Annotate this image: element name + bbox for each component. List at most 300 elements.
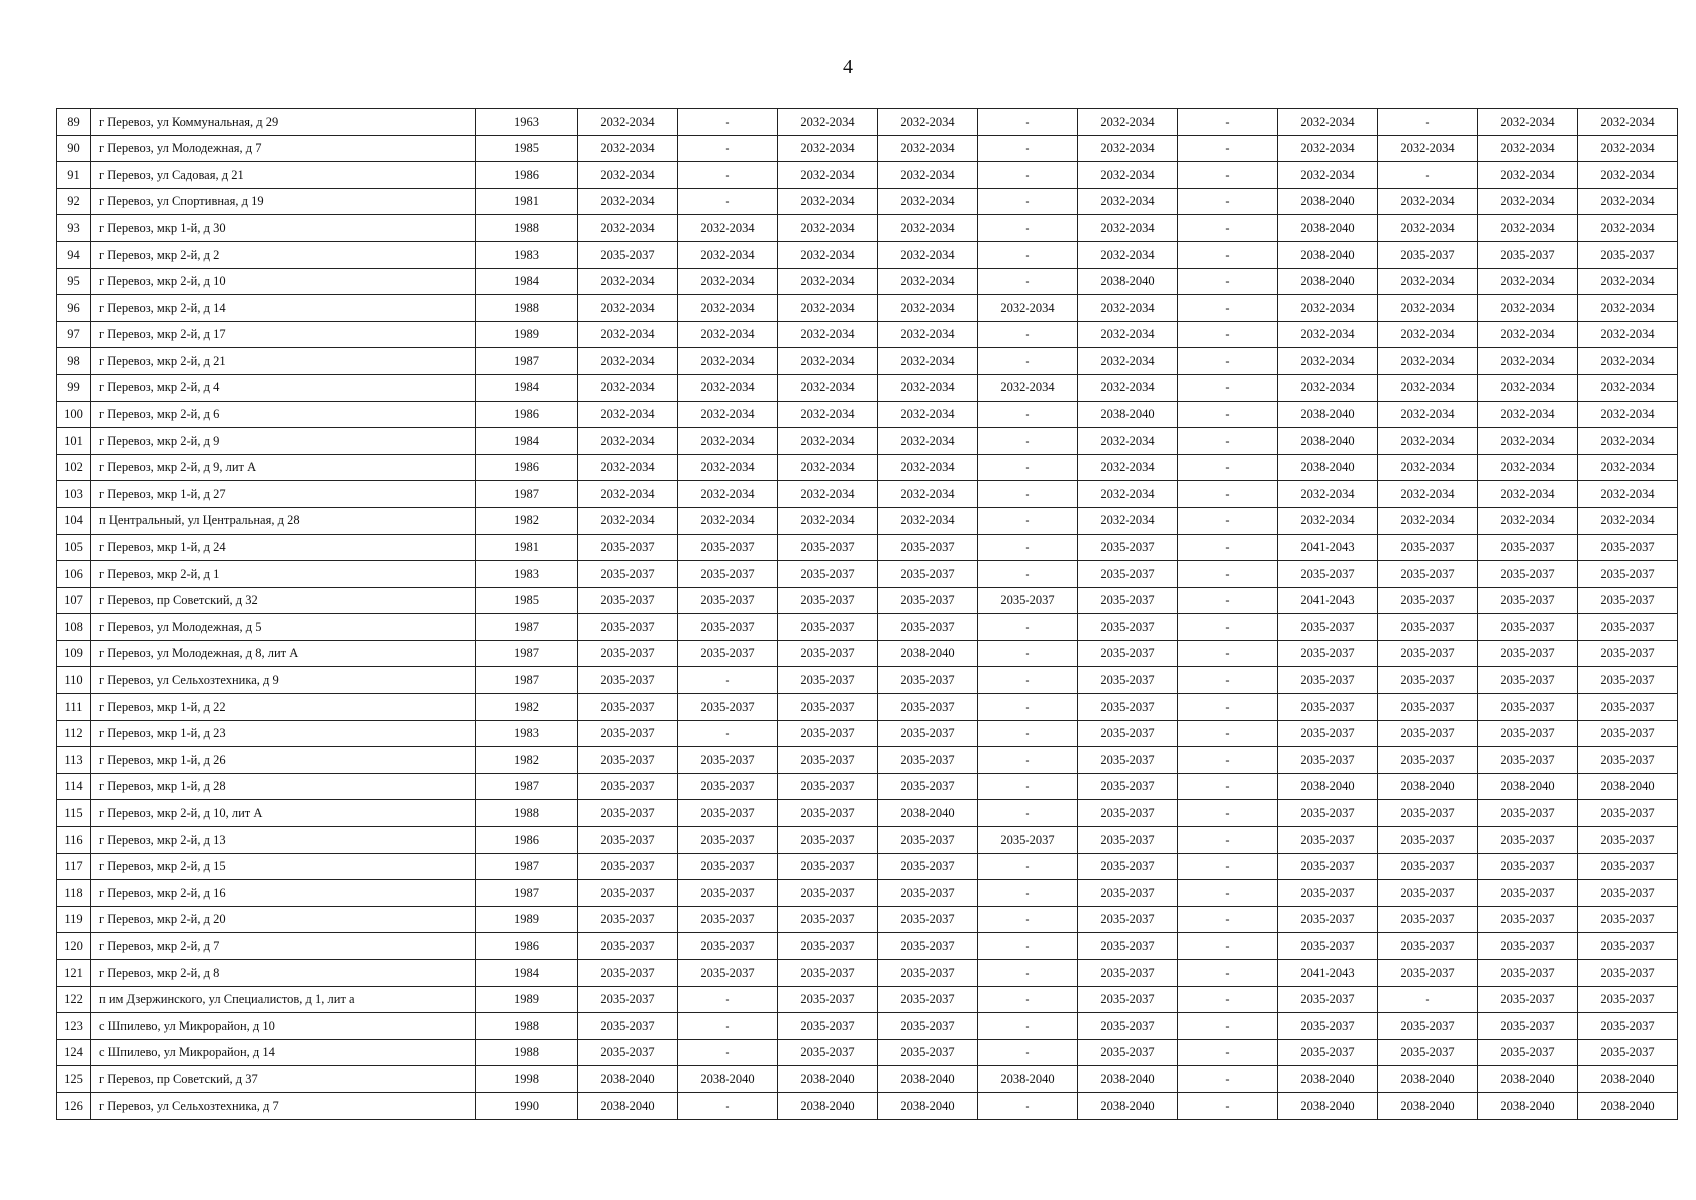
cell-col-5: 2035-2037 bbox=[678, 773, 778, 800]
cell-col-12: 2035-2037 bbox=[1378, 800, 1478, 827]
cell-col-10: - bbox=[1178, 534, 1278, 561]
cell-col-6: 2032-2034 bbox=[778, 188, 878, 215]
cell-col-8: - bbox=[978, 348, 1078, 375]
cell-address: г Перевоз, мкр 2-й, д 16 bbox=[91, 880, 476, 907]
cell-col-8: - bbox=[978, 561, 1078, 588]
cell-col-4: 2038-2040 bbox=[578, 1066, 678, 1093]
cell-col-12: - bbox=[1378, 109, 1478, 136]
table-row bbox=[57, 933, 1678, 960]
cell-col-12: 2032-2034 bbox=[1378, 321, 1478, 348]
cell-col-13: 2038-2040 bbox=[1478, 1092, 1578, 1119]
cell-col-6: 2035-2037 bbox=[778, 667, 878, 694]
cell-col-7: 2035-2037 bbox=[878, 1039, 978, 1066]
cell-col-12: 2035-2037 bbox=[1378, 534, 1478, 561]
cell-col-5: 2035-2037 bbox=[678, 933, 778, 960]
table-row bbox=[57, 614, 1678, 641]
cell-address: г Перевоз, ул Сельхозтехника, д 7 bbox=[91, 1092, 476, 1119]
cell-address: г Перевоз, ул Спортивная, д 19 bbox=[91, 188, 476, 215]
cell-col-13: 2035-2037 bbox=[1478, 1039, 1578, 1066]
cell-col-12: 2032-2034 bbox=[1378, 188, 1478, 215]
cell-row-number: 112 bbox=[57, 720, 91, 747]
cell-col-6: 2035-2037 bbox=[778, 614, 878, 641]
cell-col-14: 2032-2034 bbox=[1578, 188, 1678, 215]
cell-col-7: 2032-2034 bbox=[878, 348, 978, 375]
table-row bbox=[57, 162, 1678, 189]
cell-col-14: 2035-2037 bbox=[1578, 800, 1678, 827]
cell-address: г Перевоз, мкр 2-й, д 10 bbox=[91, 268, 476, 295]
cell-col-14: 2032-2034 bbox=[1578, 507, 1678, 534]
cell-col-9: 2038-2040 bbox=[1078, 268, 1178, 295]
cell-col-13: 2035-2037 bbox=[1478, 587, 1578, 614]
table-row bbox=[57, 880, 1678, 907]
cell-col-7: 2035-2037 bbox=[878, 933, 978, 960]
cell-col-14: 2035-2037 bbox=[1578, 694, 1678, 721]
cell-col-7: 2035-2037 bbox=[878, 534, 978, 561]
cell-row-number: 115 bbox=[57, 800, 91, 827]
cell-col-14: 2035-2037 bbox=[1578, 640, 1678, 667]
cell-col-8: - bbox=[978, 1092, 1078, 1119]
cell-col-9: 2035-2037 bbox=[1078, 1013, 1178, 1040]
cell-col-6: 2032-2034 bbox=[778, 135, 878, 162]
cell-col-13: 2032-2034 bbox=[1478, 295, 1578, 322]
cell-address: г Перевоз, мкр 2-й, д 13 bbox=[91, 827, 476, 854]
cell-col-10: - bbox=[1178, 188, 1278, 215]
cell-col-10: - bbox=[1178, 614, 1278, 641]
cell-col-5: 2035-2037 bbox=[678, 534, 778, 561]
cell-col-9: 2032-2034 bbox=[1078, 295, 1178, 322]
cell-col-8: - bbox=[978, 800, 1078, 827]
cell-col-4: 2035-2037 bbox=[578, 640, 678, 667]
cell-col-13: 2032-2034 bbox=[1478, 507, 1578, 534]
cell-col-6: 2035-2037 bbox=[778, 587, 878, 614]
cell-col-7: 2035-2037 bbox=[878, 960, 978, 987]
cell-year-built: 1987 bbox=[476, 614, 578, 641]
cell-col-12: 2035-2037 bbox=[1378, 960, 1478, 987]
cell-col-11: 2035-2037 bbox=[1278, 933, 1378, 960]
cell-row-number: 107 bbox=[57, 587, 91, 614]
cell-col-12: 2032-2034 bbox=[1378, 481, 1478, 508]
cell-col-6: 2035-2037 bbox=[778, 800, 878, 827]
cell-col-6: 2032-2034 bbox=[778, 507, 878, 534]
cell-col-10: - bbox=[1178, 667, 1278, 694]
cell-col-9: 2038-2040 bbox=[1078, 1092, 1178, 1119]
cell-col-14: 2035-2037 bbox=[1578, 667, 1678, 694]
cell-col-12: 2032-2034 bbox=[1378, 215, 1478, 242]
cell-col-7: 2032-2034 bbox=[878, 428, 978, 455]
cell-col-8: - bbox=[978, 720, 1078, 747]
cell-col-11: 2038-2040 bbox=[1278, 241, 1378, 268]
cell-col-4: 2035-2037 bbox=[578, 906, 678, 933]
cell-col-7: 2032-2034 bbox=[878, 321, 978, 348]
table-row bbox=[57, 481, 1678, 508]
cell-col-4: 2035-2037 bbox=[578, 986, 678, 1013]
cell-col-14: 2032-2034 bbox=[1578, 215, 1678, 242]
cell-col-8: - bbox=[978, 241, 1078, 268]
cell-col-11: 2032-2034 bbox=[1278, 162, 1378, 189]
cell-year-built: 1987 bbox=[476, 640, 578, 667]
cell-col-10: - bbox=[1178, 986, 1278, 1013]
cell-col-7: 2032-2034 bbox=[878, 135, 978, 162]
cell-col-12: 2035-2037 bbox=[1378, 614, 1478, 641]
cell-address: с Шпилево, ул Микрорайон, д 14 bbox=[91, 1039, 476, 1066]
cell-col-4: 2032-2034 bbox=[578, 348, 678, 375]
cell-col-4: 2035-2037 bbox=[578, 827, 678, 854]
cell-col-11: 2035-2037 bbox=[1278, 880, 1378, 907]
cell-col-13: 2035-2037 bbox=[1478, 853, 1578, 880]
cell-col-10: - bbox=[1178, 374, 1278, 401]
cell-col-12: 2035-2037 bbox=[1378, 880, 1478, 907]
cell-col-4: 2035-2037 bbox=[578, 614, 678, 641]
cell-col-14: 2035-2037 bbox=[1578, 880, 1678, 907]
cell-year-built: 1987 bbox=[476, 773, 578, 800]
cell-col-14: 2035-2037 bbox=[1578, 827, 1678, 854]
cell-col-12: 2035-2037 bbox=[1378, 587, 1478, 614]
cell-col-10: - bbox=[1178, 321, 1278, 348]
cell-col-13: 2032-2034 bbox=[1478, 454, 1578, 481]
cell-col-11: 2032-2034 bbox=[1278, 135, 1378, 162]
cell-col-8: - bbox=[978, 933, 1078, 960]
cell-col-7: 2035-2037 bbox=[878, 614, 978, 641]
cell-col-11: 2038-2040 bbox=[1278, 188, 1378, 215]
cell-address: г Перевоз, ул Молодежная, д 5 bbox=[91, 614, 476, 641]
cell-col-6: 2035-2037 bbox=[778, 960, 878, 987]
cell-year-built: 1989 bbox=[476, 986, 578, 1013]
cell-col-7: 2032-2034 bbox=[878, 109, 978, 136]
cell-col-6: 2035-2037 bbox=[778, 773, 878, 800]
table-row bbox=[57, 454, 1678, 481]
cell-col-10: - bbox=[1178, 694, 1278, 721]
table-row bbox=[57, 109, 1678, 136]
cell-col-4: 2035-2037 bbox=[578, 747, 678, 774]
cell-address: г Перевоз, мкр 2-й, д 9 bbox=[91, 428, 476, 455]
table-row bbox=[57, 268, 1678, 295]
cell-col-5: 2035-2037 bbox=[678, 853, 778, 880]
cell-col-11: 2035-2037 bbox=[1278, 720, 1378, 747]
table-row bbox=[57, 667, 1678, 694]
cell-row-number: 91 bbox=[57, 162, 91, 189]
cell-col-9: 2035-2037 bbox=[1078, 1039, 1178, 1066]
cell-col-10: - bbox=[1178, 162, 1278, 189]
cell-col-9: 2032-2034 bbox=[1078, 481, 1178, 508]
cell-col-9: 2032-2034 bbox=[1078, 215, 1178, 242]
cell-col-14: 2035-2037 bbox=[1578, 960, 1678, 987]
cell-col-14: 2032-2034 bbox=[1578, 481, 1678, 508]
cell-col-5: - bbox=[678, 109, 778, 136]
cell-col-8: - bbox=[978, 534, 1078, 561]
cell-col-9: 2035-2037 bbox=[1078, 614, 1178, 641]
cell-col-6: 2032-2034 bbox=[778, 428, 878, 455]
cell-col-14: 2035-2037 bbox=[1578, 1039, 1678, 1066]
cell-row-number: 113 bbox=[57, 747, 91, 774]
cell-col-7: 2035-2037 bbox=[878, 986, 978, 1013]
cell-col-9: 2038-2040 bbox=[1078, 401, 1178, 428]
cell-col-12: 2035-2037 bbox=[1378, 747, 1478, 774]
cell-col-9: 2035-2037 bbox=[1078, 960, 1178, 987]
cell-year-built: 1983 bbox=[476, 561, 578, 588]
cell-col-5: 2035-2037 bbox=[678, 614, 778, 641]
cell-col-6: 2035-2037 bbox=[778, 720, 878, 747]
table-row bbox=[57, 507, 1678, 534]
cell-col-9: 2038-2040 bbox=[1078, 1066, 1178, 1093]
cell-col-6: 2032-2034 bbox=[778, 241, 878, 268]
cell-col-12: 2035-2037 bbox=[1378, 694, 1478, 721]
cell-col-8: - bbox=[978, 215, 1078, 242]
cell-col-4: 2032-2034 bbox=[578, 481, 678, 508]
cell-col-11: 2032-2034 bbox=[1278, 374, 1378, 401]
cell-col-8: - bbox=[978, 694, 1078, 721]
cell-col-5: 2032-2034 bbox=[678, 507, 778, 534]
cell-col-12: 2032-2034 bbox=[1378, 428, 1478, 455]
cell-row-number: 123 bbox=[57, 1013, 91, 1040]
cell-address: г Перевоз, ул Коммунальная, д 29 bbox=[91, 109, 476, 136]
cell-col-6: 2035-2037 bbox=[778, 561, 878, 588]
cell-row-number: 109 bbox=[57, 640, 91, 667]
table-row bbox=[57, 720, 1678, 747]
cell-year-built: 1963 bbox=[476, 109, 578, 136]
cell-col-5: - bbox=[678, 986, 778, 1013]
cell-col-8: - bbox=[978, 747, 1078, 774]
cell-col-8: - bbox=[978, 640, 1078, 667]
cell-col-7: 2032-2034 bbox=[878, 241, 978, 268]
cell-col-5: 2035-2037 bbox=[678, 694, 778, 721]
cell-year-built: 1985 bbox=[476, 135, 578, 162]
cell-address: г Перевоз, мкр 2-й, д 21 bbox=[91, 348, 476, 375]
cell-col-7: 2032-2034 bbox=[878, 188, 978, 215]
cell-year-built: 1984 bbox=[476, 374, 578, 401]
cell-col-11: 2041-2043 bbox=[1278, 960, 1378, 987]
cell-col-13: 2038-2040 bbox=[1478, 773, 1578, 800]
cell-col-8: - bbox=[978, 986, 1078, 1013]
cell-col-5: - bbox=[678, 1092, 778, 1119]
cell-col-13: 2035-2037 bbox=[1478, 933, 1578, 960]
cell-col-10: - bbox=[1178, 587, 1278, 614]
cell-col-11: 2035-2037 bbox=[1278, 1013, 1378, 1040]
cell-col-13: 2035-2037 bbox=[1478, 747, 1578, 774]
cell-col-5: 2038-2040 bbox=[678, 1066, 778, 1093]
cell-address: г Перевоз, пр Советский, д 37 bbox=[91, 1066, 476, 1093]
cell-row-number: 95 bbox=[57, 268, 91, 295]
cell-col-13: 2032-2034 bbox=[1478, 428, 1578, 455]
cell-col-6: 2032-2034 bbox=[778, 162, 878, 189]
cell-col-4: 2032-2034 bbox=[578, 374, 678, 401]
cell-address: г Перевоз, ул Молодежная, д 8, лит А bbox=[91, 640, 476, 667]
table-row bbox=[57, 1039, 1678, 1066]
cell-col-13: 2032-2034 bbox=[1478, 401, 1578, 428]
cell-col-8: - bbox=[978, 188, 1078, 215]
cell-col-4: 2032-2034 bbox=[578, 321, 678, 348]
cell-col-5: 2035-2037 bbox=[678, 747, 778, 774]
cell-col-5: - bbox=[678, 135, 778, 162]
cell-address: г Перевоз, ул Сельхозтехника, д 9 bbox=[91, 667, 476, 694]
cell-col-10: - bbox=[1178, 827, 1278, 854]
cell-col-10: - bbox=[1178, 109, 1278, 136]
cell-col-8: - bbox=[978, 773, 1078, 800]
cell-col-8: 2038-2040 bbox=[978, 1066, 1078, 1093]
cell-col-5: 2035-2037 bbox=[678, 800, 778, 827]
cell-col-7: 2032-2034 bbox=[878, 481, 978, 508]
table-row bbox=[57, 348, 1678, 375]
cell-col-9: 2035-2037 bbox=[1078, 640, 1178, 667]
cell-col-4: 2035-2037 bbox=[578, 1039, 678, 1066]
cell-col-6: 2032-2034 bbox=[778, 321, 878, 348]
cell-col-6: 2035-2037 bbox=[778, 906, 878, 933]
cell-col-9: 2032-2034 bbox=[1078, 507, 1178, 534]
cell-col-8: - bbox=[978, 454, 1078, 481]
cell-col-6: 2035-2037 bbox=[778, 640, 878, 667]
cell-col-7: 2032-2034 bbox=[878, 454, 978, 481]
cell-col-7: 2035-2037 bbox=[878, 561, 978, 588]
cell-col-4: 2032-2034 bbox=[578, 109, 678, 136]
cell-year-built: 1989 bbox=[476, 321, 578, 348]
cell-col-9: 2035-2037 bbox=[1078, 747, 1178, 774]
cell-col-5: 2032-2034 bbox=[678, 401, 778, 428]
cell-col-11: 2038-2040 bbox=[1278, 215, 1378, 242]
cell-col-6: 2035-2037 bbox=[778, 747, 878, 774]
cell-col-10: - bbox=[1178, 481, 1278, 508]
cell-col-4: 2035-2037 bbox=[578, 933, 678, 960]
cell-col-6: 2032-2034 bbox=[778, 348, 878, 375]
cell-col-9: 2032-2034 bbox=[1078, 109, 1178, 136]
cell-row-number: 110 bbox=[57, 667, 91, 694]
cell-address: г Перевоз, мкр 1-й, д 24 bbox=[91, 534, 476, 561]
cell-col-14: 2035-2037 bbox=[1578, 614, 1678, 641]
cell-col-14: 2032-2034 bbox=[1578, 321, 1678, 348]
page-number: 4 bbox=[843, 56, 853, 78]
cell-col-8: 2032-2034 bbox=[978, 374, 1078, 401]
cell-col-11: 2035-2037 bbox=[1278, 800, 1378, 827]
cell-col-4: 2035-2037 bbox=[578, 720, 678, 747]
cell-col-13: 2032-2034 bbox=[1478, 135, 1578, 162]
cell-year-built: 1986 bbox=[476, 827, 578, 854]
cell-col-12: 2035-2037 bbox=[1378, 853, 1478, 880]
cell-col-11: 2035-2037 bbox=[1278, 853, 1378, 880]
cell-col-13: 2035-2037 bbox=[1478, 880, 1578, 907]
table-row bbox=[57, 1066, 1678, 1093]
cell-row-number: 118 bbox=[57, 880, 91, 907]
cell-row-number: 103 bbox=[57, 481, 91, 508]
cell-col-13: 2035-2037 bbox=[1478, 906, 1578, 933]
cell-row-number: 114 bbox=[57, 773, 91, 800]
cell-col-5: 2035-2037 bbox=[678, 906, 778, 933]
cell-year-built: 1984 bbox=[476, 428, 578, 455]
table-row bbox=[57, 1092, 1678, 1119]
cell-col-11: 2035-2037 bbox=[1278, 561, 1378, 588]
cell-col-5: - bbox=[678, 720, 778, 747]
cell-col-14: 2038-2040 bbox=[1578, 773, 1678, 800]
cell-col-8: - bbox=[978, 1013, 1078, 1040]
cell-col-5: 2032-2034 bbox=[678, 454, 778, 481]
cell-col-7: 2032-2034 bbox=[878, 268, 978, 295]
cell-col-14: 2035-2037 bbox=[1578, 587, 1678, 614]
cell-col-10: - bbox=[1178, 241, 1278, 268]
cell-col-12: 2035-2037 bbox=[1378, 561, 1478, 588]
table-row bbox=[57, 401, 1678, 428]
cell-col-11: 2035-2037 bbox=[1278, 986, 1378, 1013]
cell-col-4: 2035-2037 bbox=[578, 561, 678, 588]
cell-col-11: 2032-2034 bbox=[1278, 321, 1378, 348]
cell-col-9: 2035-2037 bbox=[1078, 561, 1178, 588]
cell-col-12: 2038-2040 bbox=[1378, 1092, 1478, 1119]
cell-row-number: 121 bbox=[57, 960, 91, 987]
cell-col-12: 2038-2040 bbox=[1378, 1066, 1478, 1093]
cell-row-number: 93 bbox=[57, 215, 91, 242]
cell-col-9: 2035-2037 bbox=[1078, 773, 1178, 800]
cell-col-9: 2032-2034 bbox=[1078, 428, 1178, 455]
cell-row-number: 125 bbox=[57, 1066, 91, 1093]
cell-col-12: 2035-2037 bbox=[1378, 1013, 1478, 1040]
table-row bbox=[57, 188, 1678, 215]
cell-col-4: 2035-2037 bbox=[578, 694, 678, 721]
cell-col-6: 2035-2037 bbox=[778, 827, 878, 854]
cell-col-5: 2032-2034 bbox=[678, 295, 778, 322]
cell-col-7: 2035-2037 bbox=[878, 1013, 978, 1040]
cell-col-13: 2035-2037 bbox=[1478, 986, 1578, 1013]
cell-col-4: 2032-2034 bbox=[578, 401, 678, 428]
cell-col-5: 2035-2037 bbox=[678, 880, 778, 907]
table-row bbox=[57, 241, 1678, 268]
cell-col-6: 2035-2037 bbox=[778, 933, 878, 960]
cell-col-14: 2035-2037 bbox=[1578, 906, 1678, 933]
cell-col-9: 2032-2034 bbox=[1078, 135, 1178, 162]
table-row bbox=[57, 321, 1678, 348]
cell-col-14: 2032-2034 bbox=[1578, 374, 1678, 401]
cell-year-built: 1986 bbox=[476, 162, 578, 189]
cell-address: г Перевоз, мкр 2-й, д 7 bbox=[91, 933, 476, 960]
cell-col-8: - bbox=[978, 960, 1078, 987]
cell-col-10: - bbox=[1178, 1039, 1278, 1066]
cell-col-13: 2035-2037 bbox=[1478, 800, 1578, 827]
cell-col-7: 2038-2040 bbox=[878, 1092, 978, 1119]
cell-col-9: 2035-2037 bbox=[1078, 720, 1178, 747]
cell-col-8: - bbox=[978, 162, 1078, 189]
cell-col-7: 2032-2034 bbox=[878, 507, 978, 534]
cell-col-14: 2032-2034 bbox=[1578, 135, 1678, 162]
cell-col-6: 2035-2037 bbox=[778, 880, 878, 907]
cell-col-6: 2032-2034 bbox=[778, 109, 878, 136]
cell-col-4: 2032-2034 bbox=[578, 188, 678, 215]
cell-address: п Центральный, ул Центральная, д 28 bbox=[91, 507, 476, 534]
cell-col-4: 2032-2034 bbox=[578, 428, 678, 455]
cell-address: г Перевоз, мкр 2-й, д 10, лит А bbox=[91, 800, 476, 827]
cell-row-number: 102 bbox=[57, 454, 91, 481]
cell-col-12: 2032-2034 bbox=[1378, 374, 1478, 401]
cell-col-7: 2032-2034 bbox=[878, 401, 978, 428]
cell-col-8: - bbox=[978, 321, 1078, 348]
table-row bbox=[57, 853, 1678, 880]
cell-col-14: 2035-2037 bbox=[1578, 853, 1678, 880]
cell-col-11: 2035-2037 bbox=[1278, 906, 1378, 933]
cell-col-9: 2035-2037 bbox=[1078, 827, 1178, 854]
table-row bbox=[57, 374, 1678, 401]
cell-col-6: 2035-2037 bbox=[778, 986, 878, 1013]
cell-row-number: 90 bbox=[57, 135, 91, 162]
cell-address: п им Дзержинского, ул Специалистов, д 1, лит а bbox=[91, 986, 476, 1013]
cell-col-4: 2035-2037 bbox=[578, 960, 678, 987]
cell-year-built: 1990 bbox=[476, 1092, 578, 1119]
cell-col-14: 2035-2037 bbox=[1578, 534, 1678, 561]
cell-col-11: 2035-2037 bbox=[1278, 640, 1378, 667]
schedule-table bbox=[56, 108, 1678, 1120]
cell-col-10: - bbox=[1178, 454, 1278, 481]
cell-col-14: 2032-2034 bbox=[1578, 401, 1678, 428]
cell-col-5: - bbox=[678, 1039, 778, 1066]
cell-address: г Перевоз, мкр 1-й, д 26 bbox=[91, 747, 476, 774]
cell-col-4: 2035-2037 bbox=[578, 800, 678, 827]
cell-col-10: - bbox=[1178, 507, 1278, 534]
cell-col-9: 2035-2037 bbox=[1078, 933, 1178, 960]
cell-col-7: 2035-2037 bbox=[878, 827, 978, 854]
cell-year-built: 1987 bbox=[476, 880, 578, 907]
